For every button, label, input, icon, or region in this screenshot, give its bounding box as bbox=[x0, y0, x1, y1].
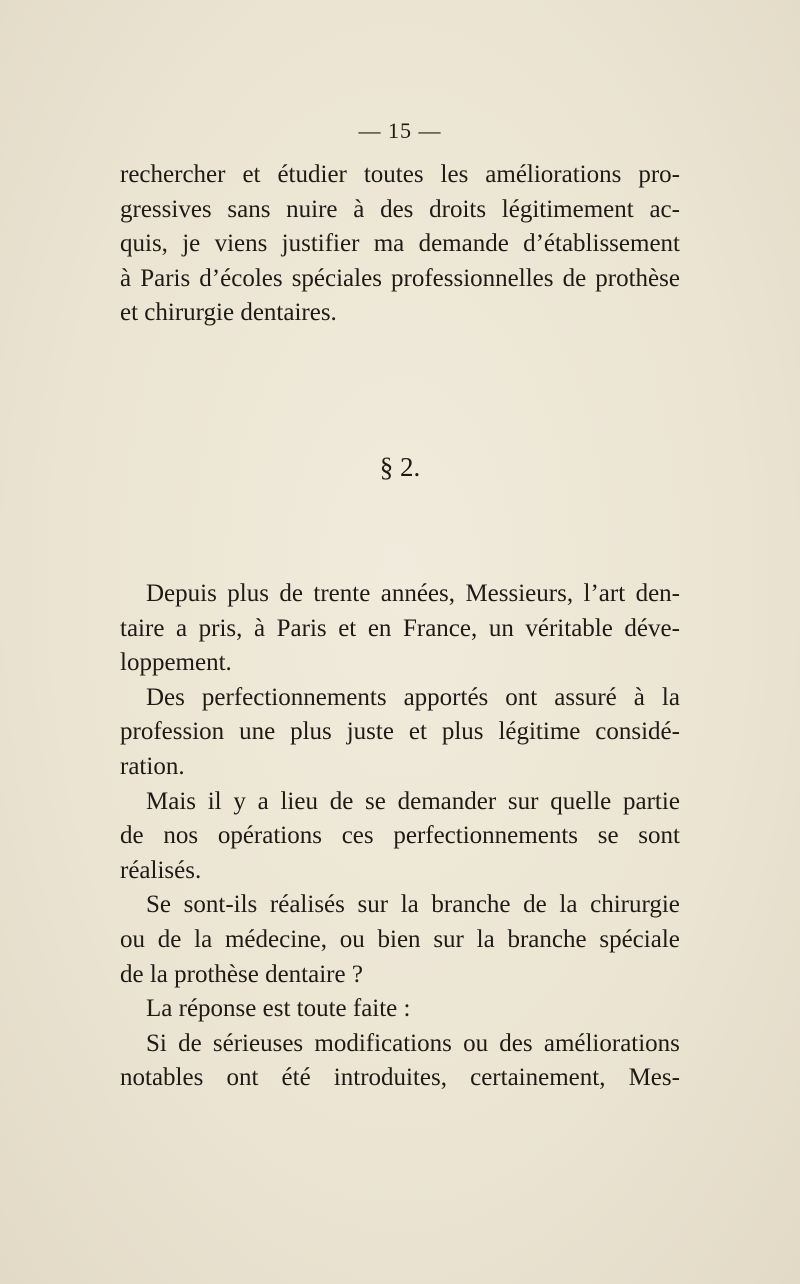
text-line bbox=[120, 681, 680, 716]
text-line: de la prothèse dentaire ? bbox=[120, 960, 363, 988]
word: de bbox=[157, 925, 182, 953]
word: toutes bbox=[363, 161, 424, 188]
word: l’art bbox=[583, 580, 626, 607]
word: Depuis bbox=[146, 580, 217, 607]
word: Mes- bbox=[628, 1064, 680, 1092]
word: Si bbox=[146, 1029, 167, 1057]
word: profession bbox=[120, 718, 225, 746]
word: Des bbox=[146, 683, 185, 711]
word: plus bbox=[227, 580, 269, 607]
word: légitimement bbox=[501, 195, 634, 223]
word: la bbox=[476, 925, 495, 953]
word: ces bbox=[341, 822, 374, 850]
word: à bbox=[120, 264, 132, 292]
word: plus bbox=[441, 718, 484, 746]
text-line bbox=[120, 193, 680, 228]
word: perfectionnements bbox=[201, 683, 387, 711]
text-line bbox=[120, 1027, 680, 1062]
word: taire bbox=[120, 614, 165, 642]
word: lieu bbox=[280, 787, 318, 815]
word: améliorations bbox=[485, 161, 622, 188]
text-line bbox=[120, 577, 680, 612]
word: ac- bbox=[649, 195, 680, 223]
section-heading: § 2. bbox=[379, 452, 421, 482]
word: sur bbox=[357, 891, 389, 919]
word: Paris bbox=[276, 614, 327, 642]
word: légitime bbox=[498, 718, 581, 746]
text-line bbox=[120, 1061, 680, 1096]
word: France, bbox=[402, 614, 478, 642]
word: ma bbox=[373, 230, 405, 258]
word: gressives bbox=[120, 195, 212, 223]
word: de bbox=[120, 822, 144, 850]
word: il bbox=[207, 787, 222, 815]
word: ont bbox=[226, 1064, 259, 1092]
word: professionnelles bbox=[391, 264, 554, 292]
text-line bbox=[120, 227, 680, 262]
word: de bbox=[178, 1029, 202, 1057]
text-line bbox=[120, 158, 680, 193]
text-line: loppement. bbox=[120, 649, 232, 677]
word: a bbox=[257, 787, 269, 815]
text-line bbox=[120, 262, 680, 297]
word: notables bbox=[120, 1064, 204, 1092]
word: partie bbox=[623, 787, 680, 815]
word: de bbox=[562, 264, 587, 292]
word: Paris bbox=[140, 264, 191, 292]
text-line bbox=[120, 819, 680, 854]
word: branche bbox=[431, 891, 511, 919]
text-line: et chirurgie dentaires. bbox=[120, 299, 337, 327]
word: y bbox=[233, 787, 246, 815]
word: Messieurs, bbox=[465, 580, 574, 607]
word: Mais bbox=[146, 787, 196, 815]
word: médecine, bbox=[224, 925, 327, 953]
word: quis, bbox=[120, 230, 168, 258]
word: la bbox=[559, 891, 578, 919]
word: se bbox=[597, 822, 619, 850]
word: réalisés bbox=[269, 891, 345, 919]
text-line bbox=[120, 888, 680, 923]
word: pris, bbox=[198, 614, 243, 642]
word: juste bbox=[346, 718, 394, 746]
word: apportés bbox=[403, 683, 489, 711]
word: quelle bbox=[550, 787, 612, 815]
word: et bbox=[338, 614, 357, 642]
word: de bbox=[279, 580, 303, 607]
word: ou bbox=[120, 925, 145, 953]
paragraph-block-section-2 bbox=[120, 577, 680, 1096]
word: nos bbox=[163, 822, 199, 850]
word: de bbox=[523, 891, 547, 919]
word: d’écoles bbox=[199, 264, 283, 292]
word: des bbox=[499, 1029, 533, 1057]
word: droits bbox=[429, 195, 487, 223]
word: ont bbox=[505, 683, 538, 711]
word: des bbox=[380, 195, 414, 223]
text-line bbox=[120, 923, 680, 958]
word: rechercher bbox=[120, 161, 226, 188]
text-line bbox=[120, 785, 680, 820]
text-line: réalisés. bbox=[120, 856, 202, 884]
word: je bbox=[182, 230, 201, 258]
word: demande bbox=[418, 230, 509, 258]
word: branche bbox=[507, 925, 587, 953]
word: introduites, bbox=[333, 1064, 447, 1092]
text-line: ration. bbox=[120, 752, 185, 780]
word: sur bbox=[507, 787, 539, 815]
word: den- bbox=[635, 580, 680, 607]
text-line bbox=[120, 612, 680, 647]
word: années, bbox=[380, 580, 456, 607]
word: spéciales bbox=[291, 264, 382, 292]
word: demander bbox=[397, 787, 497, 815]
word: plus bbox=[290, 718, 332, 746]
word: sont-ils bbox=[183, 891, 258, 919]
word: sont bbox=[638, 822, 680, 850]
word: sur bbox=[433, 925, 464, 953]
word: sérieuses bbox=[212, 1029, 304, 1057]
word: à bbox=[253, 614, 266, 642]
word: en bbox=[367, 614, 392, 642]
word: ou bbox=[339, 925, 365, 953]
text-line bbox=[120, 715, 680, 750]
word: une bbox=[239, 718, 276, 746]
word: un bbox=[488, 614, 514, 642]
word: ou bbox=[463, 1029, 489, 1057]
word: prothèse bbox=[595, 264, 680, 292]
word: bien bbox=[377, 925, 421, 953]
word: considé- bbox=[595, 718, 680, 746]
word: perfectionnements bbox=[393, 822, 578, 850]
page-number: — 15 — bbox=[358, 118, 442, 143]
word: pro- bbox=[638, 161, 680, 188]
word: et bbox=[242, 161, 261, 188]
word: d’établissement bbox=[523, 230, 680, 258]
word: et bbox=[408, 718, 427, 746]
word: été bbox=[281, 1064, 311, 1092]
word: viens bbox=[214, 230, 268, 258]
word: à bbox=[353, 195, 365, 223]
word: spéciale bbox=[599, 925, 680, 953]
word: se bbox=[365, 787, 386, 815]
word: modifications bbox=[314, 1029, 452, 1057]
word: étudier bbox=[277, 161, 347, 188]
paragraph-block-intro bbox=[120, 158, 680, 331]
word: opérations bbox=[217, 822, 322, 850]
word: assuré bbox=[554, 683, 617, 711]
word: déve- bbox=[624, 614, 680, 642]
word: chirurgie bbox=[590, 891, 680, 919]
word: justifier bbox=[281, 230, 360, 258]
word: certainement, bbox=[470, 1064, 606, 1092]
word: améliorations bbox=[543, 1029, 680, 1057]
word: Se bbox=[146, 891, 171, 919]
text-line: La réponse est toute faite : bbox=[146, 995, 411, 1023]
word: les bbox=[440, 161, 469, 188]
word: de bbox=[329, 787, 354, 815]
word: sans bbox=[227, 195, 271, 223]
word: a bbox=[175, 614, 188, 642]
word: la bbox=[661, 683, 680, 711]
word: trente bbox=[313, 580, 371, 607]
word: à bbox=[633, 683, 645, 711]
word: la bbox=[400, 891, 419, 919]
word: nuire bbox=[286, 195, 338, 223]
word: la bbox=[194, 925, 213, 953]
word: véritable bbox=[525, 614, 613, 642]
